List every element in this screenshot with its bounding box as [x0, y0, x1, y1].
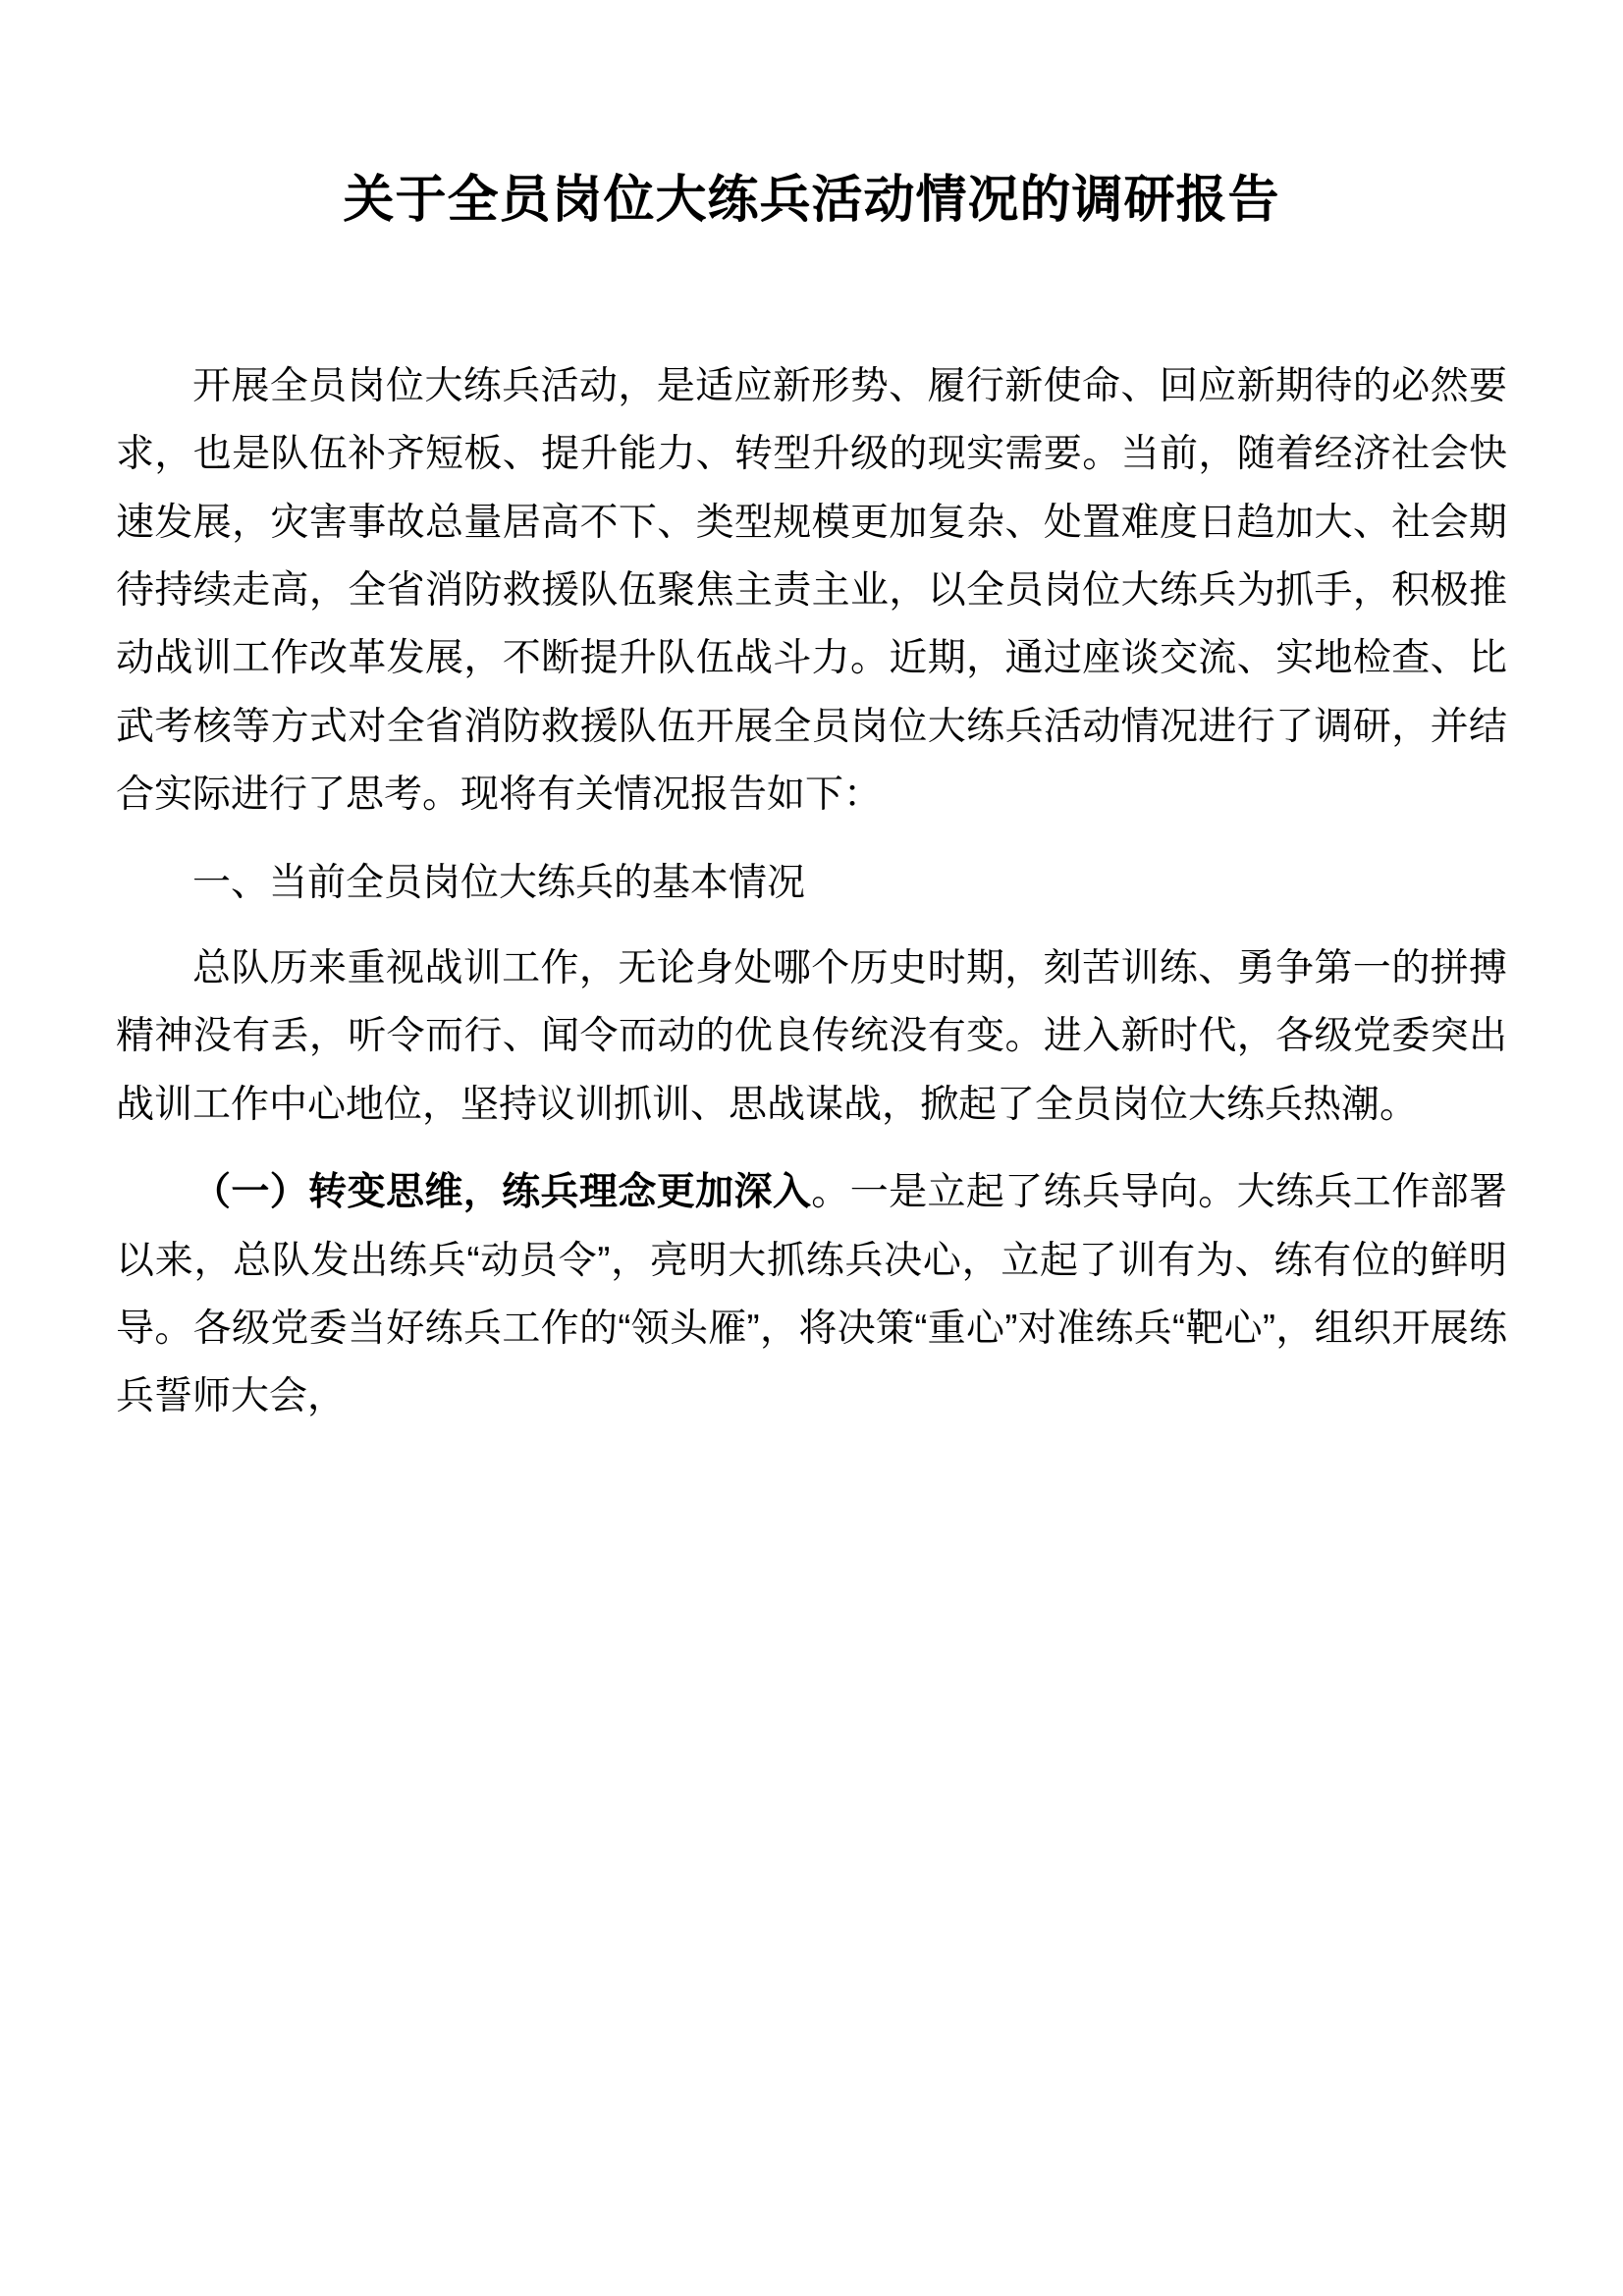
paragraph-section-one-body: 总队历来重视战训工作，无论身处哪个历史时期，刻苦训练、勇争第一的拼搏精神没有丢，听令而行、闻令而动的优良传统没有变。进入新时代，各级党委突出战训工作中心地位，坚持议训抓训、思战谋战，掀起了全员岗位大练兵热潮。 — [116, 947, 1507, 1126]
paragraph-intro: 开展全员岗位大练兵活动，是适应新形势、履行新使命、回应新期待的必然要求，也是队伍补齐短板、提升能力、转型升级的现实需要。当前，随着经济社会快速发展，灾害事故总量居高不下、类型规模更加复杂、处置难度日趋加大、社会期待持续走高，全省消防救援队伍聚焦主责主业，以全员岗位大练兵为抓手，积极推动战训工作改革发展，不断提升队伍战斗力。近期，通过座谈交流、实地检查、比武考核等方式对全省消防救援队伍开展全员岗位大练兵活动情况进行了调研，并结合实际进行了思考。现将有关情况报告如下： — [116, 364, 1507, 817]
paragraph-subsection-one — [116, 1158, 1507, 1431]
page-title: 关于全员岗位大练兵活动情况的调研报告 — [343, 172, 1280, 229]
subsection-body: 。一是立起了练兵导向。大练兵工作部署以来，总队发出练兵“动员令”，亮明大抓练兵决心，立起了训有为、练有位的鲜明导。各级党委当好练兵工作的“领头雁”，将决策“重心”对准练兵“靶心”，组织开展练兵誓师大会， — [116, 1171, 1507, 1418]
subsection-lead: （一）转变思维，练兵理念更加深入 — [192, 1171, 812, 1214]
section-heading-one: 一、当前全员岗位大练兵的基本情况 — [192, 861, 806, 904]
